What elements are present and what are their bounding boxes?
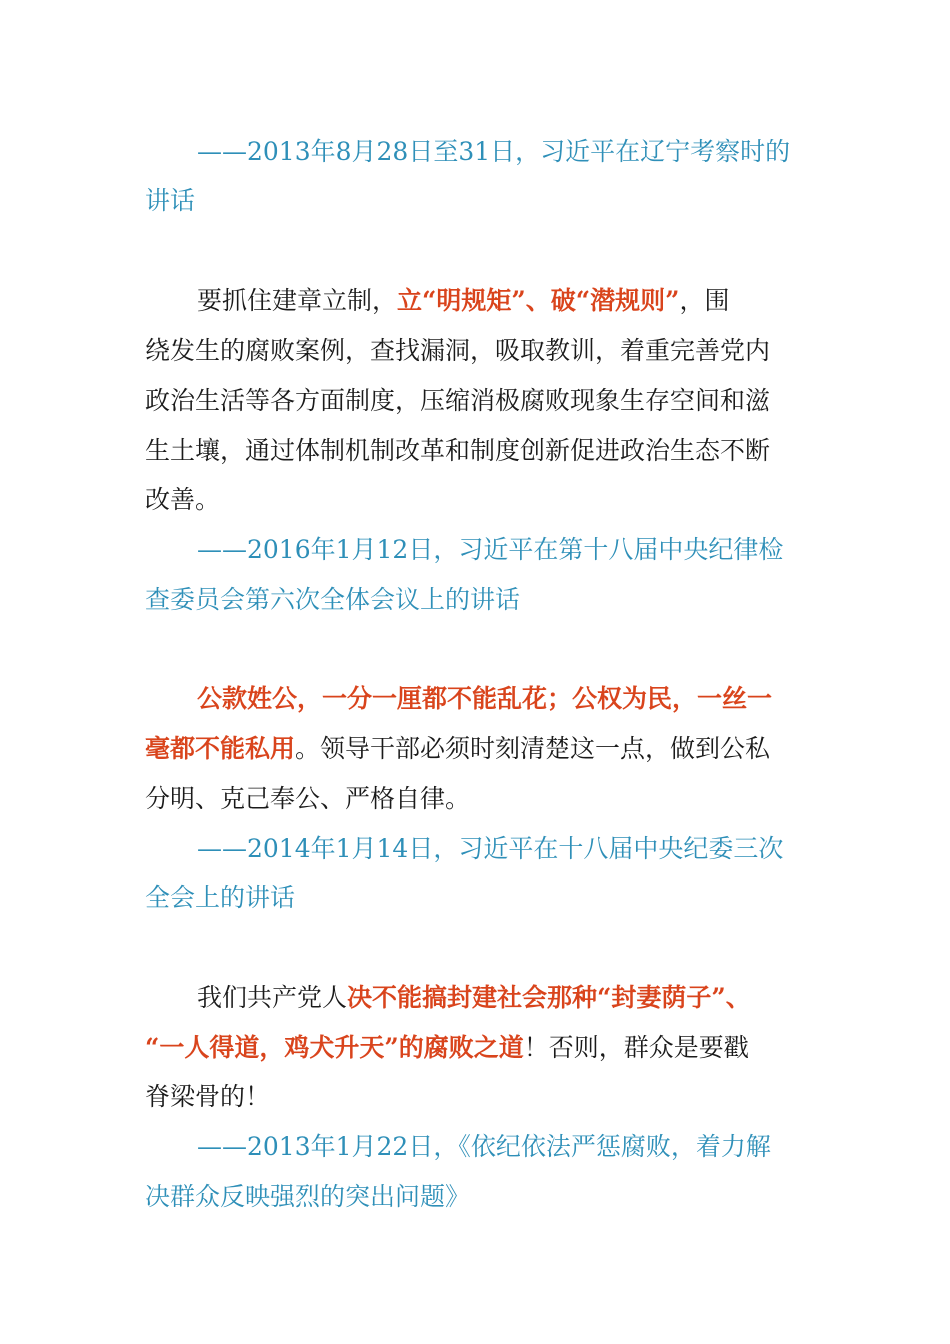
quote4-line1 [197,981,751,1015]
quote4-source-line1: ——2013年1月22日，《依纪依法严惩腐败，着力解 [197,1132,771,1161]
quote3-line3: 分明、克己奉公、严格自律。 [145,784,471,813]
quote2-line1-plain: 要抓住建章立制， [197,286,398,315]
quote3-line1: 公款姓公，一分一厘都不能乱花；公权为民，一丝一 [197,684,773,713]
quote2-source-line2: 查委员会第六次全体会议上的讲话 [145,585,521,614]
quote1-source-line2: 讲话 [145,186,196,215]
quote4-line3: 脊梁骨的！ [145,1082,271,1111]
quote4-source-line2: 决群众反映强烈的突出问题》 [145,1182,471,1211]
quote3-source-line1: ——2014年1月14日，习近平在十八届中央纪委三次 [197,834,784,863]
quote2-line1-tail: ，围 [679,286,730,315]
quote2-line3: 政治生活等各方面制度，压缩消极腐败现象生存空间和滋 [145,386,771,415]
quote4-line2 [145,1031,749,1065]
quote4-line2-emphasis: “一人得道，鸡犬升天”的腐败之道 [145,1033,524,1062]
quote2-line1 [197,284,730,318]
quote4-line1-plain: 我们共产党人 [197,983,348,1012]
quote3-line2 [145,732,770,766]
quote2-line4: 生土壤，通过体制机制改革和制度创新促进政治生态不断 [145,436,771,465]
quote4-line1-emphasis: 决不能搞封建社会那种“封妻荫子”、 [347,983,751,1012]
quote2-line5: 改善。 [145,485,221,514]
quote3-source-line2: 全会上的讲话 [145,883,296,912]
quote1-source-line1: ——2013年8月28日至31日，习近平在辽宁考察时的 [197,137,791,166]
quote2-line1-emphasis: 立“明规矩”、破“潜规则” [397,286,680,315]
quote3-line2-emphasis: 毫都不能私用 [145,734,296,763]
quote2-source-line1: ——2016年1月12日，习近平在第十八届中央纪律检 [197,535,784,564]
quote2-line2: 绕发生的腐败案例，查找漏洞，吸取教训，着重完善党内 [145,336,771,365]
quote3-line2-plain: 。领导干部必须时刻清楚这一点，做到公私 [295,734,771,763]
quote4-line2-plain: ！否则，群众是要戳 [523,1033,749,1062]
